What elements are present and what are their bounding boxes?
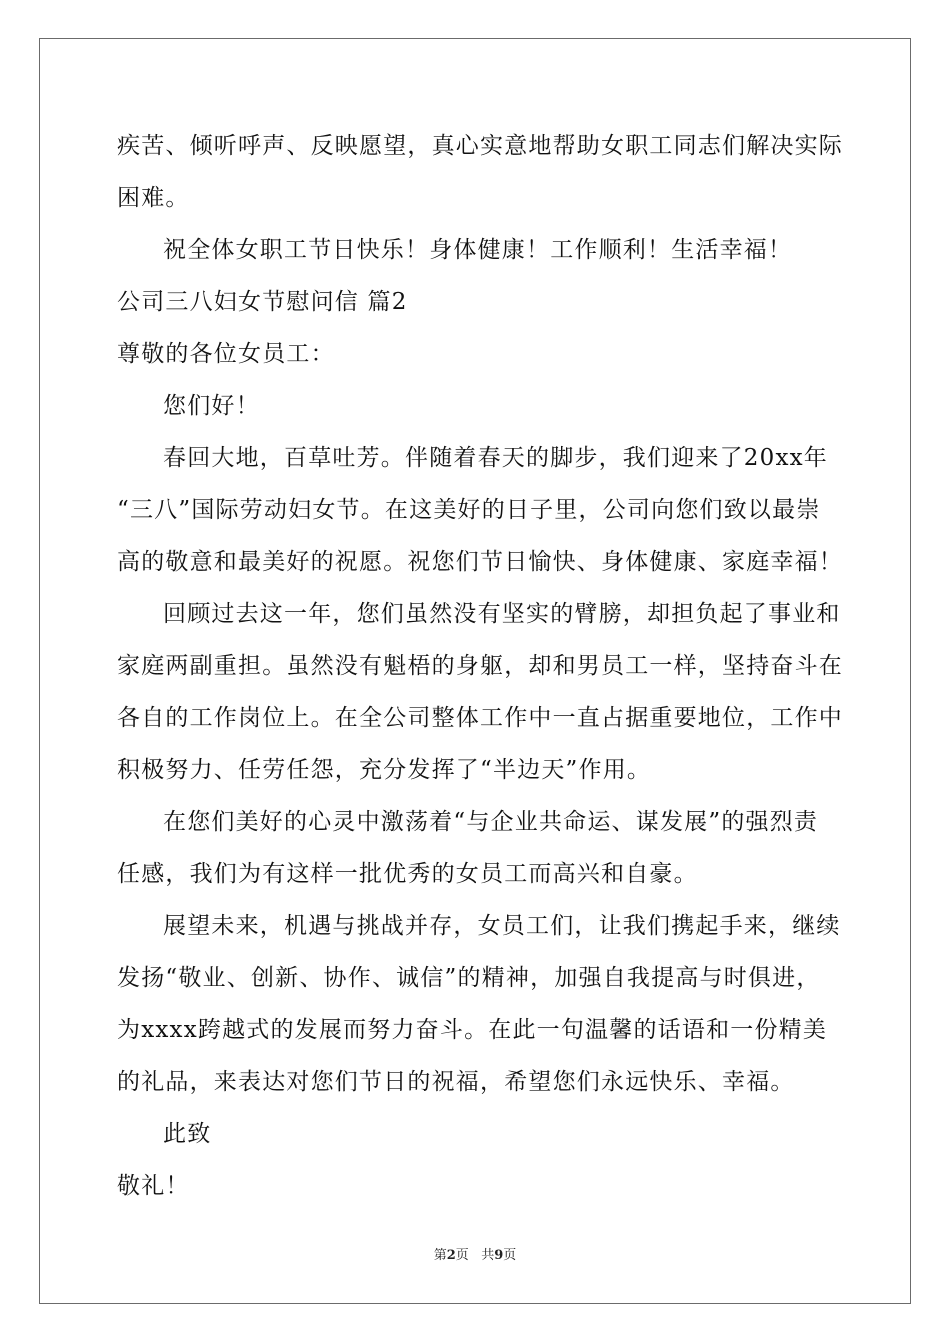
paragraph-line: 任感，我们为有这样一批优秀的女员工而高兴和自豪。 <box>117 861 698 887</box>
closing-line: 此致 <box>163 1121 212 1147</box>
salutation: 尊敬的各位女员工： <box>117 341 335 367</box>
page-total: 9 <box>494 1248 504 1263</box>
section-heading: 公司三八妇女节慰问信 篇2 <box>117 289 408 315</box>
paragraph-line: 发扬“敬业、创新、协作、诚信”的精神，加强自我提高与时俱进， <box>117 965 821 991</box>
page-prefix: 第 <box>433 1248 447 1263</box>
paragraph-line: 为xxxx跨越式的发展而努力奋斗。在此一句温馨的话语和一份精美 <box>117 1017 828 1043</box>
paragraph-line: 各自的工作岗位上。在全公司整体工作中一直占据重要地位，工作中 <box>117 705 843 731</box>
total-suffix: 页 <box>503 1248 517 1263</box>
page-footer <box>0 1246 950 1266</box>
paragraph-line: 疾苦、倾听呼声、反映愿望，真心实意地帮助女职工同志们解决实际 <box>117 133 843 159</box>
paragraph-line: 的礼品，来表达对您们节日的祝福，希望您们永远快乐、幸福。 <box>117 1069 795 1095</box>
greeting: 您们好！ <box>163 393 260 419</box>
page-suffix: 页 <box>455 1248 469 1263</box>
paragraph-line: 在您们美好的心灵中激荡着“与企业共命运、谋发展”的强烈责 <box>163 809 819 835</box>
total-prefix: 共 <box>481 1248 495 1263</box>
paragraph-line: 积极努力、任劳任怨，充分发挥了“半边天”作用。 <box>117 757 652 783</box>
closing-regards: 敬礼！ <box>117 1173 190 1199</box>
paragraph-line: 祝全体女职工节日快乐！身体健康！工作顺利！生活幸福！ <box>163 237 793 263</box>
page-current: 2 <box>446 1248 456 1263</box>
paragraph-line: 困难。 <box>117 185 190 211</box>
paragraph-line: 春回大地，百草吐芳。伴随着春天的脚步，我们迎来了20xx年 <box>163 445 829 471</box>
paragraph-line: 展望未来，机遇与挑战并存，女员工们，让我们携起手来，继续 <box>163 913 841 939</box>
document-body <box>117 120 843 1212</box>
paragraph-line: 高的敬意和最美好的祝愿。祝您们节日愉快、身体健康、家庭幸福！ <box>117 549 843 575</box>
paragraph-line: 家庭两副重担。虽然没有魁梧的身躯，却和男员工一样，坚持奋斗在 <box>117 653 843 679</box>
paragraph-line: “三八”国际劳动妇女节。在这美好的日子里，公司向您们致以最崇 <box>117 497 821 523</box>
paragraph-line: 回顾过去这一年，您们虽然没有坚实的臂膀，却担负起了事业和 <box>163 601 841 627</box>
